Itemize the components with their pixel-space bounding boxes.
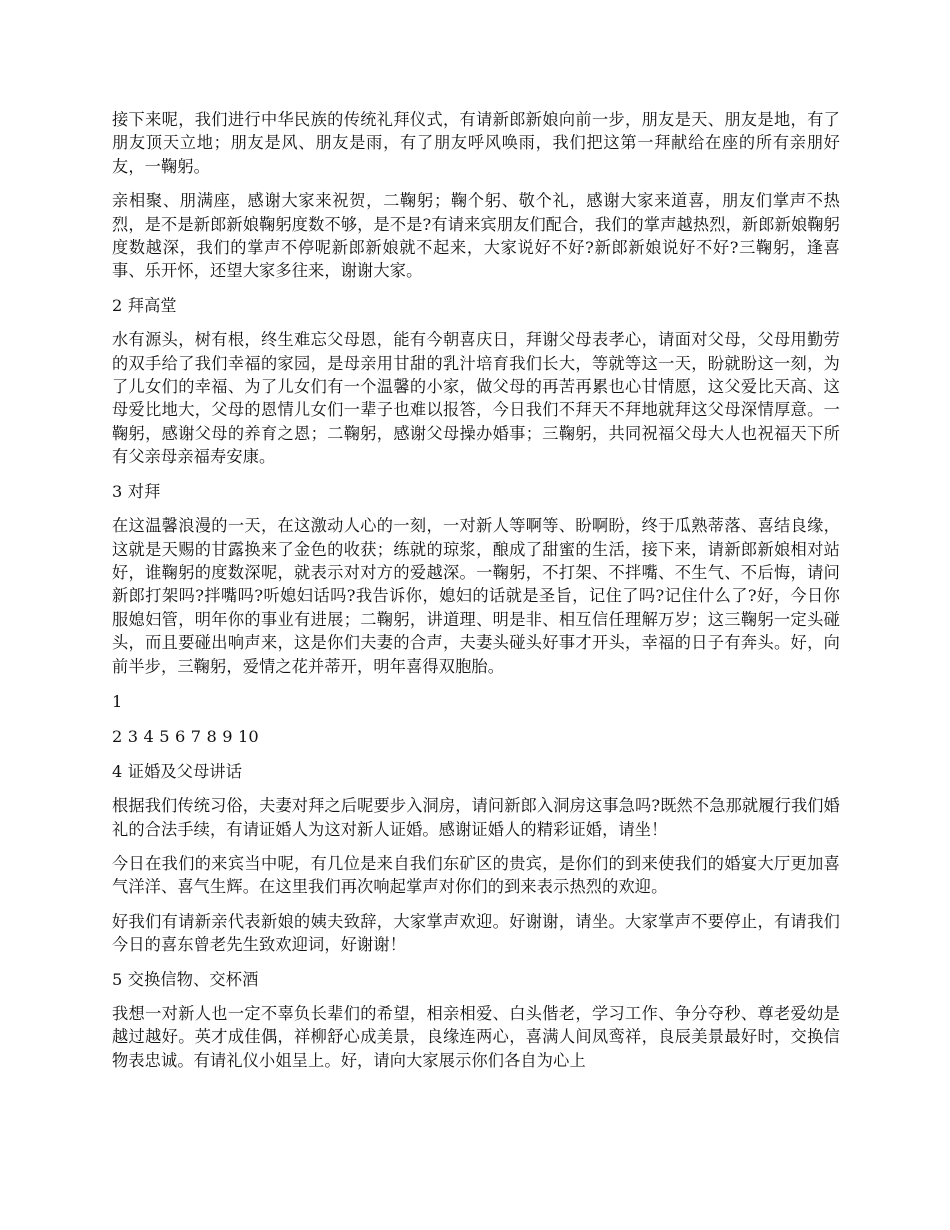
paragraph: 水有源头，树有根，终生难忘父母恩，能有今朝喜庆日，拜谢父母表孝心，请面对父母，父母用勤劳的双手给了我们幸福的家园，是母亲用甘甜的乳汁培育我们长大，等就等这一天，盼就盼这一刻，为了儿女们的幸福、为了儿女们有一个温馨的小家，做父母的再苦再累也心甘情愿，这父爱比天高、这母爱比地大，父母的恩情儿女们一辈子也难以报答，今日我们不拜天不拜地就拜这父母深情厚意。一鞠躬，感谢父母的养育之恩；二鞠躬，感谢父母操办婚事；三鞠躬，共同祝福父母大人也祝福天下所有父亲母亲福寿安康。	[112, 330, 840, 467]
page-number-list: 2 3 4 5 6 7 8 9 10	[112, 727, 259, 747]
paragraph: 接下来呢，我们进行中华民族的传统礼拜仪式，有请新郎新娘向前一步，朋友是天、朋友是地，有了朋友顶天立地；朋友是风、朋友是雨，有了朋友呼风唤雨，我们把这第一拜献给在座的所有亲朋好友，一鞠躬。	[112, 110, 840, 176]
paragraph: 在这温馨浪漫的一天，在这激动人心的一刻，一对新人等啊等、盼啊盼，终于瓜熟蒂落、喜结良缘，这就是天赐的甘露换来了金色的收获；练就的琼浆，酿成了甜蜜的生活，接下来，请新郎新娘相对站好，谁鞠躬的度数深呢，就表示对对方的爱越深。一鞠躬，不打架、不拌嘴、不生气、不后悔，请问新郎打架吗?拌嘴吗?听媳妇话吗?我告诉你，媳妇的话就是圣旨，记住了吗?记住什么了?好，今日你服媳妇管，明年你的事业有进展；二鞠躬，讲道理、明是非、相互信任理解万岁；这三鞠躬一定头碰头，而且要碰出响声来，这是你们夫妻的合声，夫妻头碰头好事才开头，幸福的日子有奔头。好，向前半步，三鞠躬，爱情之花并蒂开，明年喜得双胞胎。	[112, 516, 840, 676]
page-number-line: 1	[112, 691, 123, 711]
section-heading: 5 交换信物、交杯酒	[112, 969, 259, 989]
section-heading: 4 证婚及父母讲话	[112, 761, 243, 781]
paragraph: 亲相聚、朋满座，感谢大家来祝贺，二鞠躬；鞠个躬、敬个礼，感谢大家来道喜，朋友们掌声不热烈，是不是新郎新娘鞠躬度数不够，是不是?有请来宾朋友们配合，我们的掌声越热烈，新郎新娘鞠躬度数越深，我们的掌声不停呢新郎新娘就不起来，大家说好不好?新郎新娘说好不好?三鞠躬，逢喜事、乐开怀，还望大家多往来，谢谢大家。	[112, 191, 840, 281]
paragraph: 今日在我们的来宾当中呢，有几位是来自我们东矿区的贵宾，是你们的到来使我们的婚宴大厅更加喜气洋洋、喜气生辉。在这里我们再次响起掌声对你们的到来表示热烈的欢迎。	[112, 853, 840, 897]
paragraph: 好我们有请新亲代表新娘的姨夫致辞，大家掌声欢迎。好谢谢，请坐。大家掌声不要停止，有请我们今日的喜东曾老先生致欢迎词，好谢谢！	[112, 911, 840, 955]
document-body	[112, 108, 840, 1083]
section-heading: 2 拜高堂	[112, 295, 177, 315]
section-heading: 3 对拜	[112, 481, 161, 501]
paragraph: 我想一对新人也一定不辜负长辈们的希望，相亲相爱、白头偕老，学习工作、争分夺秒、尊老爱幼是越过越好。英才成佳偶，祥柳舒心成美景，良缘连两心，喜满人间凤鸾祥，良辰美景最好时，交换信物表忠诚。有请礼仪小姐呈上。好，请向大家展示你们各自为心上	[112, 1004, 840, 1070]
paragraph: 根据我们传统习俗，夫妻对拜之后呢要步入洞房，请问新郎入洞房这事急吗?既然不急那就履行我们婚礼的合法手续，有请证婚人为这对新人证婚。感谢证婚人的精彩证婚，请坐！	[112, 796, 840, 839]
